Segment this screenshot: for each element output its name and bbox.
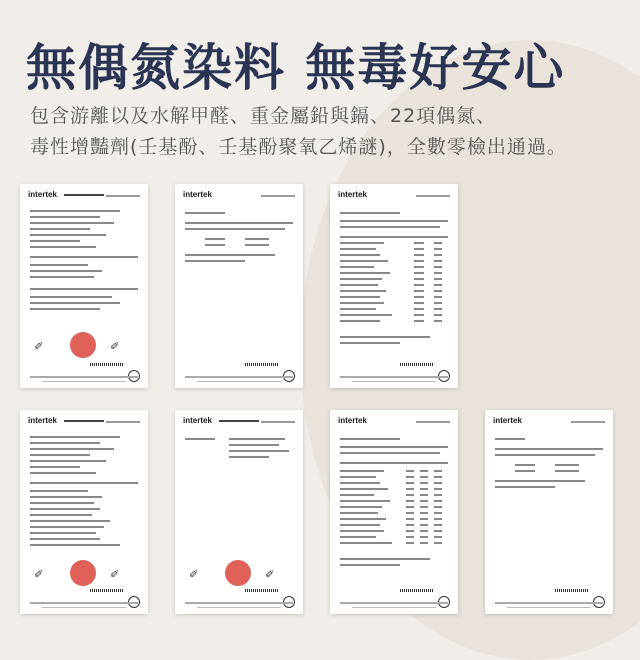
- report-heading: [64, 420, 104, 422]
- report-number: [261, 421, 295, 423]
- subtitle-line-1: 包含游離以及水解甲醛、重金屬鉛與鎘、22項偶氮、: [30, 105, 497, 127]
- barcode: [90, 363, 124, 366]
- intertek-logo: intertek: [338, 190, 367, 199]
- signature: ✐: [110, 340, 120, 353]
- intertek-logo: intertek: [493, 416, 522, 425]
- test-report-1[interactable]: [20, 184, 148, 388]
- report-number: [106, 421, 140, 423]
- barcode: [90, 589, 124, 592]
- report-number: [416, 421, 450, 423]
- red-seal-stamp: [225, 560, 251, 586]
- barcode: [245, 589, 279, 592]
- signature: ✐: [34, 340, 44, 353]
- red-seal-stamp: [70, 560, 96, 586]
- intertek-logo: intertek: [183, 190, 212, 199]
- report-number: [106, 195, 140, 197]
- signature: ✐: [110, 568, 120, 581]
- test-report-5[interactable]: [175, 410, 303, 614]
- test-report-4[interactable]: [20, 410, 148, 614]
- report-heading: [219, 420, 259, 422]
- barcode: [400, 363, 434, 366]
- intertek-logo: intertek: [28, 416, 57, 425]
- report-number: [416, 195, 450, 197]
- report-heading: [64, 194, 104, 196]
- page-title: 無偶氮染料 無毒好安心: [26, 39, 566, 97]
- signature: ✐: [265, 568, 275, 581]
- test-report-2[interactable]: [175, 184, 303, 388]
- test-report-3[interactable]: [330, 184, 458, 388]
- test-report-6[interactable]: [330, 410, 458, 614]
- test-report-7[interactable]: [485, 410, 613, 614]
- report-number: [571, 421, 605, 423]
- report-number: [261, 195, 295, 197]
- subtitle-line-2: 毒性增豔劑(壬基酚、壬基酚聚氧乙烯謎)，全數零檢出通過。: [30, 136, 567, 158]
- barcode: [245, 363, 279, 366]
- intertek-logo: intertek: [183, 416, 212, 425]
- barcode: [400, 589, 434, 592]
- intertek-logo: intertek: [28, 190, 57, 199]
- signature: ✐: [34, 568, 44, 581]
- intertek-logo: intertek: [338, 416, 367, 425]
- barcode: [555, 589, 589, 592]
- signature: ✐: [189, 568, 199, 581]
- red-seal-stamp: [70, 332, 96, 358]
